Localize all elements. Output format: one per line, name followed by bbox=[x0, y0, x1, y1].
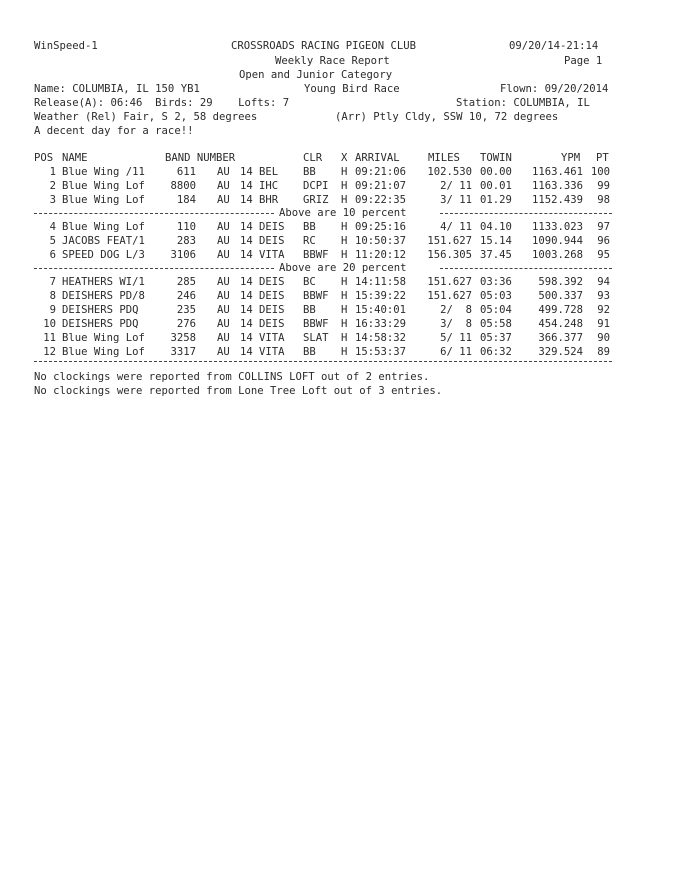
cell-name: Blue Wing /11 bbox=[62, 166, 145, 178]
col-band-number: BAND NUMBER bbox=[165, 152, 236, 164]
cell-x: H bbox=[341, 304, 348, 316]
cell-miles: 6/ 11 bbox=[440, 346, 472, 358]
cell-pos: 3 bbox=[49, 194, 56, 206]
table-row bbox=[0, 166, 676, 178]
cell-x: H bbox=[341, 332, 348, 344]
cell-towin: 05:04 bbox=[480, 304, 512, 316]
cell-club: DEIS bbox=[259, 318, 285, 330]
race-category: Open and Junior Category bbox=[239, 69, 393, 81]
cell-pos: 1 bbox=[49, 166, 56, 178]
cell-au: AU bbox=[217, 180, 230, 192]
cell-club: BHR bbox=[259, 194, 279, 206]
release-info: Release(A): 06:46 Birds: 29 Lofts: 7 bbox=[34, 97, 290, 109]
page-number: Page 1 bbox=[564, 55, 603, 67]
divider-line bbox=[440, 268, 612, 269]
cell-year: 14 bbox=[240, 304, 253, 316]
cell-ypm: 366.377 bbox=[538, 332, 583, 344]
divider-line bbox=[440, 213, 612, 214]
cell-name: DEISHERS PD/8 bbox=[62, 290, 145, 302]
cell-au: AU bbox=[217, 318, 230, 330]
cell-pt: 93 bbox=[597, 290, 610, 302]
cell-ypm: 1090.944 bbox=[531, 235, 583, 247]
cell-miles: 151.627 bbox=[427, 276, 472, 288]
cell-x: H bbox=[341, 249, 348, 261]
cell-x: H bbox=[341, 276, 348, 288]
cell-year: 14 bbox=[240, 290, 253, 302]
cell-club: DEIS bbox=[259, 221, 285, 233]
cell-miles: 3/ 11 bbox=[440, 194, 472, 206]
cell-year: 14 bbox=[240, 180, 253, 192]
cell-pt: 95 bbox=[597, 249, 610, 261]
table-row bbox=[0, 332, 676, 344]
race-name: Name: COLUMBIA, IL 150 YB1 bbox=[34, 83, 200, 95]
col-towin: TOWIN bbox=[480, 152, 512, 164]
cell-color: RC bbox=[303, 235, 316, 247]
cell-club: IHC bbox=[259, 180, 279, 192]
cell-year: 14 bbox=[240, 249, 253, 261]
cell-pos: 5 bbox=[49, 235, 56, 247]
column-headers bbox=[0, 152, 676, 164]
cell-arrival: 15:53:37 bbox=[355, 346, 407, 358]
cell-color: BBWF bbox=[303, 318, 329, 330]
cell-arrival: 09:21:07 bbox=[355, 180, 407, 192]
cell-year: 14 bbox=[240, 332, 253, 344]
cell-ypm: 598.392 bbox=[538, 276, 583, 288]
footer-note-lone-tree: No clockings were reported from Lone Tree Loft out of 3 entries. bbox=[34, 385, 443, 397]
cell-towin: 05:03 bbox=[480, 290, 512, 302]
cell-towin: 01.29 bbox=[480, 194, 512, 206]
cell-towin: 05:58 bbox=[480, 318, 512, 330]
cell-arrival: 15:40:01 bbox=[355, 304, 407, 316]
cell-name: Blue Wing Lof bbox=[62, 194, 145, 206]
cell-club: VITA bbox=[259, 249, 285, 261]
cell-towin: 06:32 bbox=[480, 346, 512, 358]
cell-name: HEATHERS WI/1 bbox=[62, 276, 145, 288]
cell-pos: 7 bbox=[49, 276, 56, 288]
col-ypm: YPM bbox=[561, 152, 581, 164]
cell-miles: 4/ 11 bbox=[440, 221, 472, 233]
cell-ypm: 329.524 bbox=[538, 346, 583, 358]
table-row bbox=[0, 318, 676, 330]
divider-label: Above are 10 percent bbox=[279, 207, 407, 219]
cell-pos: 4 bbox=[49, 221, 56, 233]
cell-towin: 00.01 bbox=[480, 180, 512, 192]
cell-towin: 03:36 bbox=[480, 276, 512, 288]
cell-pt: 92 bbox=[597, 304, 610, 316]
cell-year: 14 bbox=[240, 276, 253, 288]
col-miles: MILES bbox=[428, 152, 460, 164]
cell-au: AU bbox=[217, 235, 230, 247]
divider-ten-percent bbox=[34, 207, 612, 219]
cell-pt: 100 bbox=[590, 166, 610, 178]
col-clr: CLR bbox=[303, 152, 323, 164]
cell-pt: 97 bbox=[597, 221, 610, 233]
cell-name: DEISHERS PDQ bbox=[62, 304, 139, 316]
club-name: CROSSROADS RACING PIGEON CLUB bbox=[231, 40, 416, 52]
table-row bbox=[0, 304, 676, 316]
cell-towin: 04.10 bbox=[480, 221, 512, 233]
cell-band: 3258 bbox=[170, 332, 196, 344]
program-name: WinSpeed-1 bbox=[34, 40, 98, 52]
cell-pt: 94 bbox=[597, 276, 610, 288]
cell-au: AU bbox=[217, 194, 230, 206]
cell-x: H bbox=[341, 180, 348, 192]
cell-pt: 99 bbox=[597, 180, 610, 192]
cell-band: 611 bbox=[176, 166, 196, 178]
weather-arrival: (Arr) Ptly Cldy, SSW 10, 72 degrees bbox=[335, 111, 559, 123]
table-row bbox=[0, 221, 676, 233]
cell-band: 283 bbox=[176, 235, 196, 247]
cell-miles: 156.305 bbox=[427, 249, 472, 261]
cell-color: BB bbox=[303, 166, 316, 178]
cell-band: 3106 bbox=[170, 249, 196, 261]
cell-name: Blue Wing Lof bbox=[62, 180, 145, 192]
table-row bbox=[0, 180, 676, 192]
cell-club: VITA bbox=[259, 346, 285, 358]
cell-pos: 12 bbox=[43, 346, 56, 358]
cell-name: Blue Wing Lof bbox=[62, 332, 145, 344]
cell-ypm: 454.248 bbox=[538, 318, 583, 330]
cell-name: SPEED DOG L/3 bbox=[62, 249, 145, 261]
cell-x: H bbox=[341, 194, 348, 206]
cell-color: BB bbox=[303, 346, 316, 358]
cell-name: DEISHERS PDQ bbox=[62, 318, 139, 330]
cell-arrival: 10:50:37 bbox=[355, 235, 407, 247]
cell-miles: 151.627 bbox=[427, 290, 472, 302]
cell-arrival: 09:22:35 bbox=[355, 194, 407, 206]
cell-miles: 151.627 bbox=[427, 235, 472, 247]
cell-color: BB bbox=[303, 304, 316, 316]
cell-miles: 102.530 bbox=[427, 166, 472, 178]
cell-arrival: 09:25:16 bbox=[355, 221, 407, 233]
cell-arrival: 09:21:06 bbox=[355, 166, 407, 178]
cell-color: BBWF bbox=[303, 290, 329, 302]
cell-year: 14 bbox=[240, 318, 253, 330]
cell-year: 14 bbox=[240, 166, 253, 178]
table-end-line bbox=[34, 361, 612, 362]
cell-pos: 11 bbox=[43, 332, 56, 344]
divider-line bbox=[34, 268, 274, 269]
cell-band: 235 bbox=[176, 304, 196, 316]
table-row bbox=[0, 276, 676, 288]
divider-line bbox=[34, 213, 274, 214]
cell-pt: 89 bbox=[597, 346, 610, 358]
cell-club: DEIS bbox=[259, 304, 285, 316]
cell-band: 276 bbox=[176, 318, 196, 330]
cell-pt: 96 bbox=[597, 235, 610, 247]
cell-x: H bbox=[341, 166, 348, 178]
remark: A decent day for a race!! bbox=[34, 125, 194, 137]
cell-year: 14 bbox=[240, 221, 253, 233]
cell-color: GRIZ bbox=[303, 194, 329, 206]
cell-x: H bbox=[341, 221, 348, 233]
race-type: Young Bird Race bbox=[304, 83, 400, 95]
table-row bbox=[0, 290, 676, 302]
cell-au: AU bbox=[217, 166, 230, 178]
cell-club: DEIS bbox=[259, 290, 285, 302]
cell-ypm: 1003.268 bbox=[531, 249, 583, 261]
cell-towin: 05:37 bbox=[480, 332, 512, 344]
cell-pt: 90 bbox=[597, 332, 610, 344]
cell-pos: 6 bbox=[49, 249, 56, 261]
col-name: NAME bbox=[62, 152, 88, 164]
flown-date: Flown: 09/20/2014 bbox=[500, 83, 609, 95]
cell-color: BC bbox=[303, 276, 316, 288]
cell-pos: 2 bbox=[49, 180, 56, 192]
cell-arrival: 16:33:29 bbox=[355, 318, 407, 330]
table-row bbox=[0, 346, 676, 358]
cell-band: 3317 bbox=[170, 346, 196, 358]
cell-miles: 5/ 11 bbox=[440, 332, 472, 344]
cell-color: SLAT bbox=[303, 332, 329, 344]
cell-miles: 2/ 11 bbox=[440, 180, 472, 192]
cell-color: BB bbox=[303, 221, 316, 233]
divider-twenty-percent bbox=[34, 262, 612, 274]
cell-band: 285 bbox=[176, 276, 196, 288]
cell-towin: 15.14 bbox=[480, 235, 512, 247]
cell-pos: 8 bbox=[49, 290, 56, 302]
cell-ypm: 1163.336 bbox=[531, 180, 583, 192]
cell-arrival: 14:58:32 bbox=[355, 332, 407, 344]
cell-arrival: 14:11:58 bbox=[355, 276, 407, 288]
cell-band: 110 bbox=[176, 221, 196, 233]
cell-band: 246 bbox=[176, 290, 196, 302]
cell-towin: 37.45 bbox=[480, 249, 512, 261]
table-row bbox=[0, 235, 676, 247]
cell-ypm: 1163.461 bbox=[531, 166, 583, 178]
cell-x: H bbox=[341, 318, 348, 330]
cell-arrival: 15:39:22 bbox=[355, 290, 407, 302]
cell-au: AU bbox=[217, 249, 230, 261]
col-x: X bbox=[341, 152, 348, 164]
cell-pos: 9 bbox=[49, 304, 56, 316]
cell-towin: 00.00 bbox=[480, 166, 512, 178]
cell-arrival: 11:20:12 bbox=[355, 249, 407, 261]
cell-au: AU bbox=[217, 276, 230, 288]
cell-color: DCPI bbox=[303, 180, 329, 192]
cell-miles: 2/ 8 bbox=[440, 304, 472, 316]
cell-pos: 10 bbox=[43, 318, 56, 330]
cell-color: BBWF bbox=[303, 249, 329, 261]
cell-ypm: 1133.023 bbox=[531, 221, 583, 233]
cell-au: AU bbox=[217, 346, 230, 358]
cell-au: AU bbox=[217, 221, 230, 233]
cell-club: DEIS bbox=[259, 235, 285, 247]
footer-note-collins: No clockings were reported from COLLINS LOFT out of 2 entries. bbox=[34, 371, 430, 383]
cell-miles: 3/ 8 bbox=[440, 318, 472, 330]
col-pt: PT bbox=[596, 152, 609, 164]
cell-band: 8800 bbox=[170, 180, 196, 192]
cell-pt: 98 bbox=[597, 194, 610, 206]
cell-au: AU bbox=[217, 290, 230, 302]
cell-x: H bbox=[341, 290, 348, 302]
col-arrival: ARRIVAL bbox=[355, 152, 400, 164]
cell-au: AU bbox=[217, 304, 230, 316]
cell-year: 14 bbox=[240, 235, 253, 247]
station: Station: COLUMBIA, IL bbox=[456, 97, 590, 109]
cell-x: H bbox=[341, 346, 348, 358]
table-row bbox=[0, 249, 676, 261]
report-datetime: 09/20/14-21:14 bbox=[509, 40, 599, 52]
cell-au: AU bbox=[217, 332, 230, 344]
cell-club: VITA bbox=[259, 332, 285, 344]
cell-name: JACOBS FEAT/1 bbox=[62, 235, 145, 247]
cell-club: BEL bbox=[259, 166, 279, 178]
cell-ypm: 500.337 bbox=[538, 290, 583, 302]
cell-ypm: 1152.439 bbox=[531, 194, 583, 206]
divider-label: Above are 20 percent bbox=[279, 262, 407, 274]
cell-name: Blue Wing Lof bbox=[62, 346, 145, 358]
col-pos: POS bbox=[34, 152, 54, 164]
cell-year: 14 bbox=[240, 346, 253, 358]
weather-release: Weather (Rel) Fair, S 2, 58 degrees bbox=[34, 111, 258, 123]
table-row bbox=[0, 194, 676, 206]
cell-band: 184 bbox=[176, 194, 196, 206]
cell-name: Blue Wing Lof bbox=[62, 221, 145, 233]
cell-x: H bbox=[341, 235, 348, 247]
report-title: Weekly Race Report bbox=[275, 55, 390, 67]
cell-ypm: 499.728 bbox=[538, 304, 583, 316]
cell-year: 14 bbox=[240, 194, 253, 206]
cell-club: DEIS bbox=[259, 276, 285, 288]
cell-pt: 91 bbox=[597, 318, 610, 330]
